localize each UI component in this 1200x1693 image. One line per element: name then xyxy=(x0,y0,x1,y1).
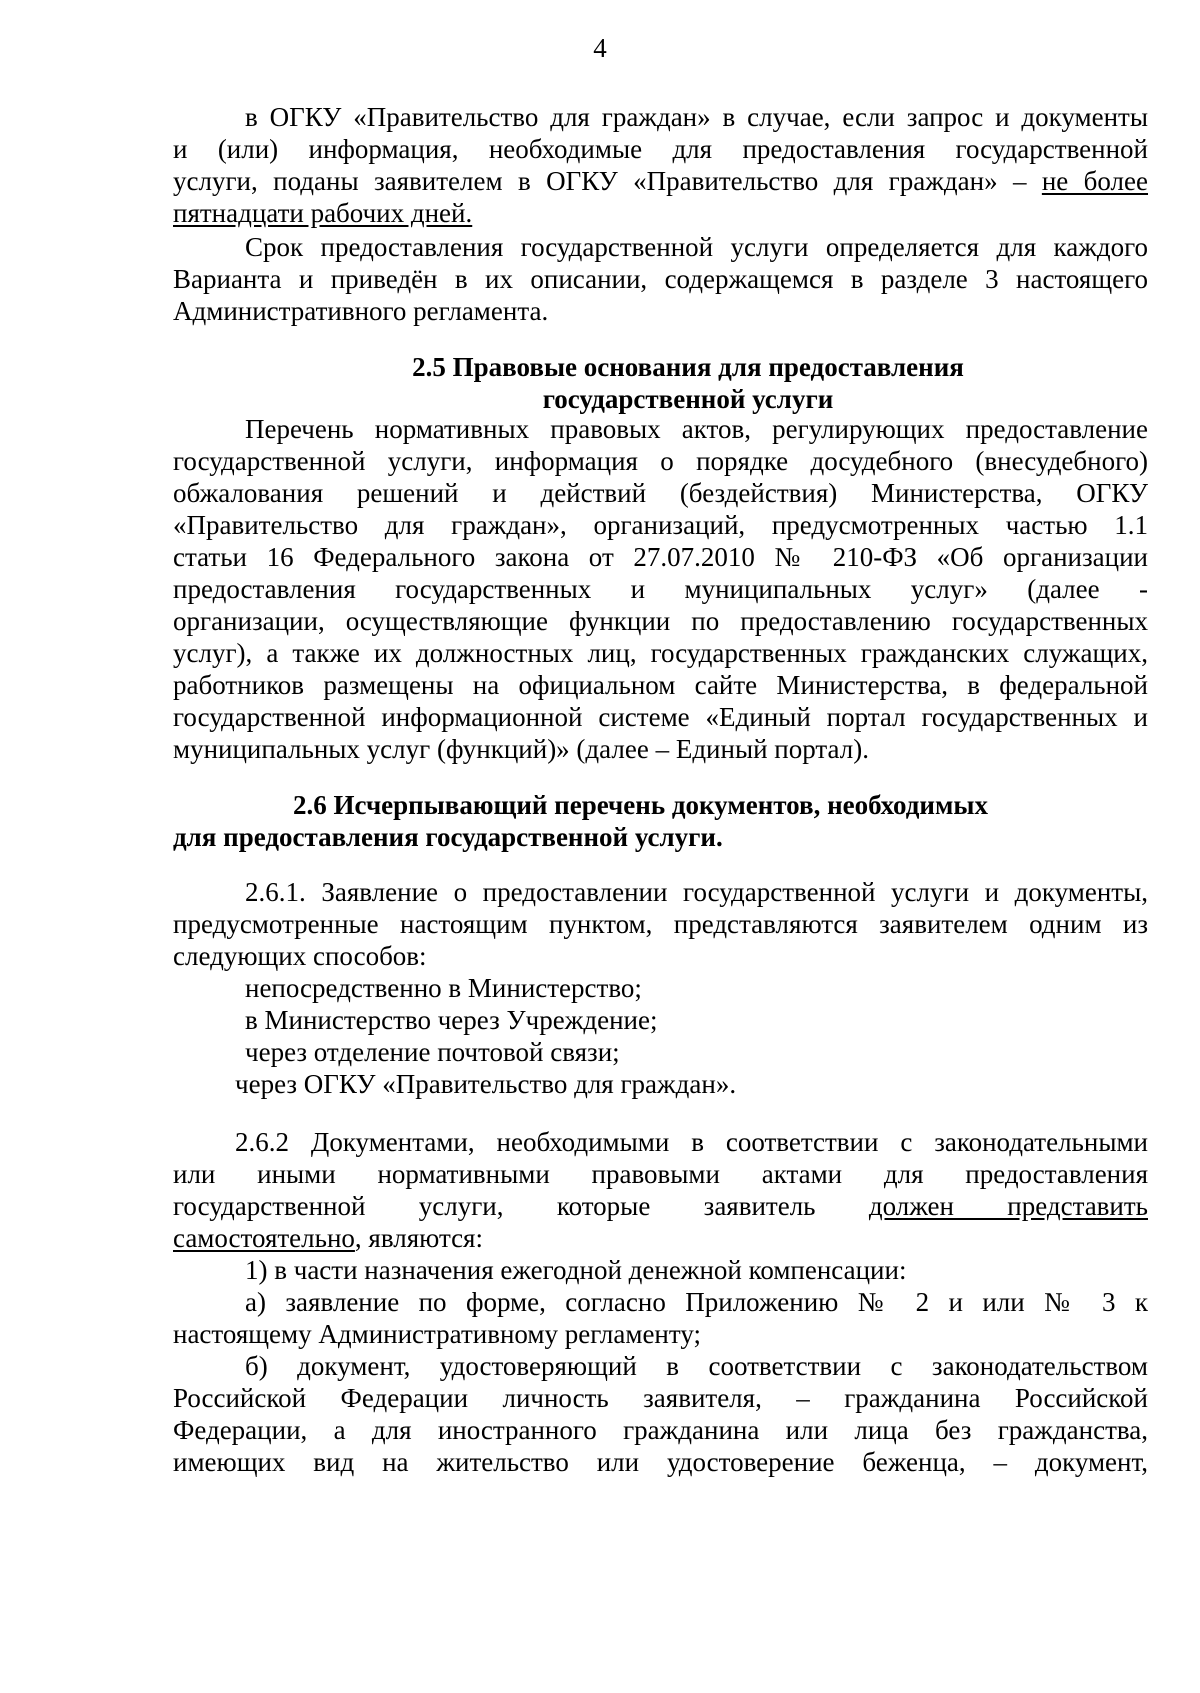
text-line: муниципальных услуг (функций)» (далее – Единый портал). xyxy=(173,734,869,764)
text-line: или иными нормативными правовыми актами для предоставления xyxy=(173,1159,1148,1189)
text-line: Российской Федерации личность заявителя, – гражданина Российской xyxy=(173,1383,1148,1413)
underlined-text: пятнадцати рабочих дней. xyxy=(173,198,473,228)
text-line: Варианта и приведён в их описании, содержащемся в разделе 3 настоящего xyxy=(173,264,1148,294)
text-line: Перечень нормативных правовых актов, регулирующих предоставление xyxy=(245,414,1148,444)
text-line: самостоятельно, являются: xyxy=(173,1223,483,1253)
text-line: услуги, поданы заявителем в ОГКУ «Правительство для граждан» – не более xyxy=(173,166,1149,196)
text-line: 2.6.2 Документами, необходимыми в соответствии с законодательными xyxy=(235,1127,1148,1157)
text-line: «Правительство для граждан», организаций, предусмотренных частью 1.1 xyxy=(173,510,1148,540)
page-number: 4 xyxy=(593,33,607,63)
text-line: 1) в части назначения ежегодной денежной компенсации: xyxy=(245,1255,907,1285)
text-line: Административного регламента. xyxy=(173,296,549,326)
list-item: в Министерство через Учреждение; xyxy=(245,1005,658,1035)
heading-line: для предоставления государственной услуги. xyxy=(173,822,723,852)
text-line: настоящему Административному регламенту; xyxy=(173,1319,701,1349)
text-line: государственной информационной системе «Единый портал государственных и xyxy=(173,702,1148,732)
list-item: через отделение почтовой связи; xyxy=(245,1037,620,1067)
heading-line: 2.5 Правовые основания для предоставления xyxy=(412,352,964,382)
heading-line: 2.6 Исчерпывающий перечень документов, необходимых xyxy=(293,790,988,820)
text-line: Федерации, а для иностранного гражданина или лица без гражданства, xyxy=(173,1415,1148,1445)
list-item: через ОГКУ «Правительство для граждан». xyxy=(235,1069,737,1099)
text-line: государственной услуги, информация о порядке досудебного (внесудебного) xyxy=(173,446,1148,476)
text-line: имеющих вид на жительство или удостоверение беженца, – документ, xyxy=(173,1447,1148,1477)
text-line: в ОГКУ «Правительство для граждан» в случае, если запрос и документы xyxy=(245,102,1148,132)
underlined-text: самостоятельно xyxy=(173,1223,355,1253)
text-line: 2.6.1. Заявление о предоставлении государственной услуги и документы, xyxy=(245,877,1148,907)
underlined-text: должен представить xyxy=(868,1191,1148,1221)
text-line: услуг), а также их должностных лиц, государственных гражданских служащих, xyxy=(173,638,1148,668)
text-line: государственной услуги, которые заявитель должен представить xyxy=(173,1191,1148,1221)
text-line: Срок предоставления государственной услуги определяется для каждого xyxy=(245,232,1148,262)
text-line: обжалования решений и действий (бездействия) Министерства, ОГКУ xyxy=(173,478,1148,508)
text-line: предоставления государственных и муниципальных услуг» (далее - xyxy=(173,574,1148,604)
text-line: следующих способов: xyxy=(173,941,427,971)
list-item: непосредственно в Министерство; xyxy=(245,973,642,1003)
heading-line: государственной услуги xyxy=(542,384,834,414)
text-line: предусмотренные настоящим пунктом, представляются заявителем одним из xyxy=(173,909,1148,939)
text-line: и (или) информация, необходимые для предоставления государственной xyxy=(173,134,1148,164)
text-line xyxy=(173,197,1148,229)
underlined-text: не более xyxy=(1041,166,1149,196)
text-line: а) заявление по форме, согласно Приложению № 2 и или № 3 к xyxy=(245,1287,1148,1317)
text-line: б) документ, удостоверяющий в соответствии с законодательством xyxy=(245,1351,1148,1381)
text-line: работников размещены на официальном сайте Министерства, в федеральной xyxy=(173,670,1148,700)
text-line: организации, осуществляющие функции по предоставлению государственных xyxy=(173,606,1148,636)
text-line: статьи 16 Федерального закона от 27.07.2010 № 210-ФЗ «Об организации xyxy=(173,542,1148,572)
